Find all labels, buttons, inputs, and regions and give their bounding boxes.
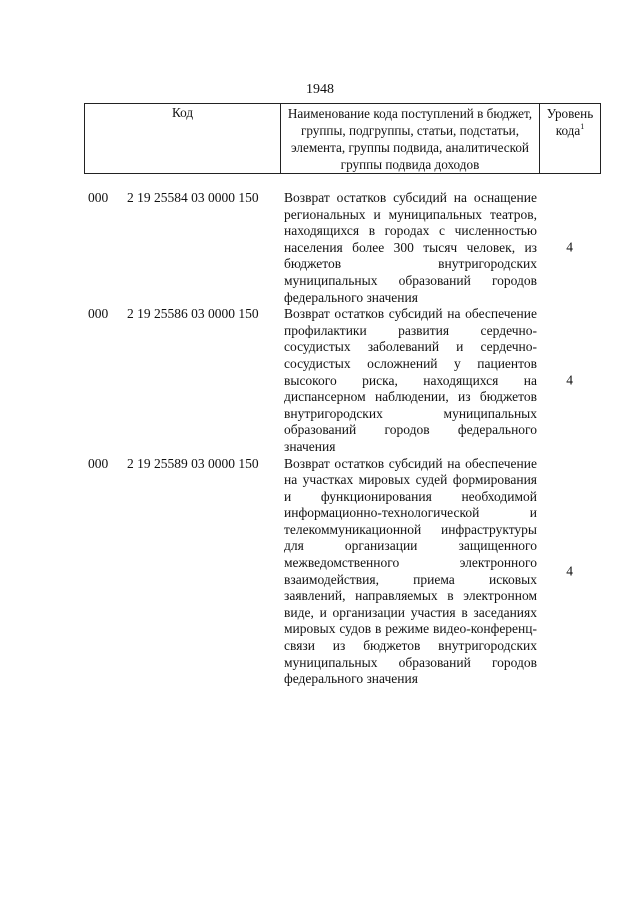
header-level-cell: [540, 104, 601, 174]
table-body: [0, 190, 640, 688]
table-row: [0, 190, 640, 306]
row-code-prefix: 000: [88, 306, 109, 322]
footnote-marker: 1: [580, 122, 585, 131]
page-number: 1948: [306, 82, 334, 97]
row-code: 2 19 25584 03 0000 150: [127, 190, 259, 205]
header-name-label: Наименование кода поступлений в бюджет, группы, подгруппы, статьи, подстатьи, элемента, группы подвида, аналитической группы подвида доходов: [287, 106, 533, 172]
row-code: 2 19 25589 03 0000 150: [127, 455, 259, 471]
table-row: [0, 456, 640, 688]
table-row: [0, 306, 640, 455]
table-header: [84, 103, 601, 174]
row-description: Возврат остатков субсидий на обеспечение на участках мировых судей формирования и функционирования необходимой информационно-технологической и телекоммуникационной инфраструктуры для организации защищенного межведомственного электронного взаимодействия, приема исковых заявлений, направляемых в электронном виде, и организации участия в заседаниях мировых судов в режиме видео-конференц-связи из бюджетов внутригородских муниципальных образований городов федерального значения: [284, 455, 537, 687]
row-code: 2 19 25586 03 0000 150: [127, 306, 259, 322]
header-name-cell: [281, 104, 540, 174]
row-description: Возврат остатков субсидий на оснащение региональных и муниципальных театров, находящихся в городах с численностью населения более 300 тысяч человек, из бюджетов внутригородских муниципальных образований городов федерального значения: [284, 190, 537, 305]
header-level-label: Уровень кода: [546, 106, 594, 138]
row-description: Возврат остатков субсидий на обеспечение профилактики развития сердечно-сосудистых заболеваний и сердечно-сосудистых осложнений у пациентов высокого риска, находящихся на диспансерном наблюдении, из бюджетов внутригородских муниципальных образований городов федерального значения: [284, 306, 537, 454]
row-level: 4: [566, 372, 573, 388]
header-code-cell: [85, 104, 281, 174]
header-code-label: Код: [171, 105, 194, 120]
row-code-prefix: 000: [88, 455, 109, 471]
row-code-prefix: 000: [88, 190, 109, 205]
row-level: 4: [566, 563, 573, 579]
row-level: 4: [566, 239, 573, 255]
